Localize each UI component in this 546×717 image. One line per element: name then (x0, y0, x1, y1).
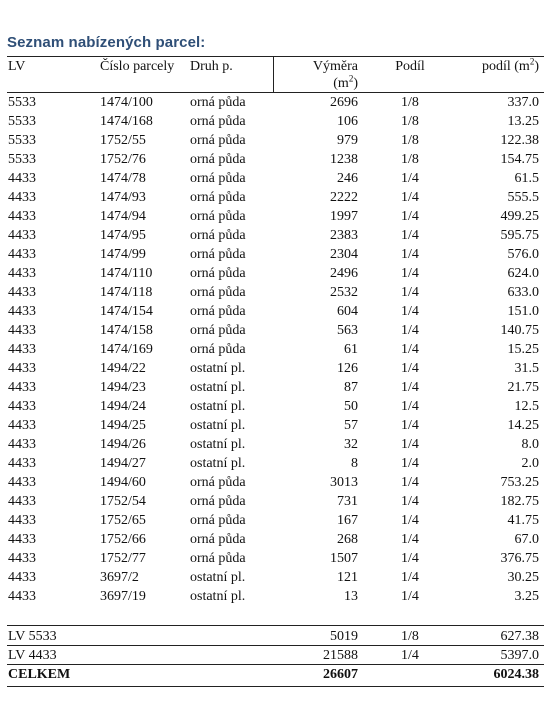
cell-druh: orná půda (190, 323, 246, 338)
cell-cislo: 1752/66 (100, 532, 146, 547)
cell-cislo: 3697/19 (100, 589, 146, 604)
cell-cislo: 1752/65 (100, 513, 146, 528)
summary-podil: 1/4 (401, 648, 419, 663)
table-row (0, 416, 546, 435)
cell-lv: 4433 (8, 494, 36, 509)
summary-row-celkem (0, 665, 546, 684)
table-row (0, 150, 546, 169)
table-row (0, 283, 546, 302)
cell-druh: ostatní pl. (190, 399, 246, 414)
cell-vymera: 8 (351, 456, 358, 471)
cell-cislo: 1494/27 (100, 456, 146, 471)
cell-podil: 1/4 (401, 342, 419, 357)
cell-druh: ostatní pl. (190, 380, 246, 395)
header-lv: LV (8, 59, 26, 74)
cell-podil: 1/4 (401, 437, 419, 452)
table-row (0, 359, 546, 378)
table-row (0, 587, 546, 606)
cell-podil: 1/4 (401, 323, 419, 338)
summary-podil: 1/8 (401, 629, 419, 644)
cell-podil-m2: 12.5 (514, 399, 539, 414)
table-row (0, 226, 546, 245)
cell-druh: orná půda (190, 266, 246, 281)
cell-druh: orná půda (190, 551, 246, 566)
cell-lv: 4433 (8, 209, 36, 224)
cell-podil: 1/8 (401, 95, 419, 110)
cell-cislo: 1752/77 (100, 551, 146, 566)
cell-podil-m2: 41.75 (507, 513, 539, 528)
cell-podil: 1/8 (401, 152, 419, 167)
cell-druh: orná půda (190, 95, 246, 110)
cell-lv: 4433 (8, 361, 36, 376)
cell-druh: orná půda (190, 133, 246, 148)
cell-podil-m2: 15.25 (507, 342, 539, 357)
cell-vymera: 731 (337, 494, 358, 509)
cell-vymera: 121 (337, 570, 358, 585)
cell-podil: 1/4 (401, 551, 419, 566)
cell-vymera: 32 (344, 437, 358, 452)
cell-podil: 1/4 (401, 532, 419, 547)
cell-druh: orná půda (190, 342, 246, 357)
cell-podil-m2: 31.5 (514, 361, 539, 376)
cell-lv: 4433 (8, 437, 36, 452)
cell-cislo: 1474/100 (100, 95, 153, 110)
cell-lv: 4433 (8, 266, 36, 281)
cell-podil-m2: 8.0 (521, 437, 539, 452)
cell-podil: 1/4 (401, 266, 419, 281)
summary-label: LV 5533 (8, 629, 57, 644)
cell-podil: 1/4 (401, 361, 419, 376)
cell-cislo: 1752/55 (100, 133, 146, 148)
total-label: CELKEM (8, 667, 71, 682)
table-row (0, 454, 546, 473)
cell-cislo: 1474/169 (100, 342, 153, 357)
header-vymera-unit: $(m^2)$ (333, 73, 358, 91)
summary-vymera: 5019 (330, 629, 358, 644)
cell-druh: ostatní pl. (190, 570, 246, 585)
cell-vymera: 604 (337, 304, 358, 319)
table-row (0, 93, 546, 112)
header-podil: Podíl (395, 59, 425, 74)
cell-podil: 1/4 (401, 570, 419, 585)
cell-cislo: 1474/168 (100, 114, 153, 129)
cell-podil: 1/4 (401, 494, 419, 509)
cell-druh: orná půda (190, 171, 246, 186)
cell-cislo: 1494/22 (100, 361, 146, 376)
table-row (0, 511, 546, 530)
cell-vymera: 3013 (330, 475, 358, 490)
page-title: Seznam nabízených parcel: (7, 34, 206, 51)
table-row (0, 207, 546, 226)
cell-druh: ostatní pl. (190, 361, 246, 376)
cell-podil-m2: 14.25 (507, 418, 539, 433)
cell-cislo: 1474/158 (100, 323, 153, 338)
cell-lv: 4433 (8, 418, 36, 433)
cell-cislo: 1494/23 (100, 380, 146, 395)
cell-podil-m2: 3.25 (514, 589, 539, 604)
header-druh: Druh p. (190, 59, 233, 74)
cell-vymera: 57 (344, 418, 358, 433)
cell-lv: 4433 (8, 570, 36, 585)
cell-cislo: 3697/2 (100, 570, 139, 585)
cell-podil: 1/4 (401, 456, 419, 471)
cell-lv: 4433 (8, 475, 36, 490)
table-row (0, 549, 546, 568)
cell-podil-m2: 753.25 (500, 475, 539, 490)
cell-lv: 4433 (8, 589, 36, 604)
cell-podil-m2: 555.5 (507, 190, 539, 205)
cell-podil-m2: 151.0 (507, 304, 539, 319)
cell-lv: 4433 (8, 399, 36, 414)
table-row (0, 302, 546, 321)
table-header-unit (0, 74, 546, 93)
summary-podil-m2: 627.38 (500, 629, 539, 644)
cell-vymera: 1507 (330, 551, 358, 566)
cell-podil: 1/4 (401, 285, 419, 300)
cell-vymera: 1997 (330, 209, 358, 224)
summary-row-lv4433 (0, 646, 546, 665)
cell-druh: orná půda (190, 513, 246, 528)
cell-lv: 5533 (8, 152, 36, 167)
cell-druh: orná půda (190, 304, 246, 319)
cell-cislo: 1474/78 (100, 171, 146, 186)
cell-lv: 4433 (8, 513, 36, 528)
table-row (0, 264, 546, 283)
cell-podil: 1/8 (401, 133, 419, 148)
table-row (0, 530, 546, 549)
table-row (0, 492, 546, 511)
total-podil-m2: 6024.38 (493, 667, 539, 682)
cell-vymera: 106 (337, 114, 358, 129)
cell-vymera: 50 (344, 399, 358, 414)
total-vymera: 26607 (323, 667, 358, 682)
cell-lv: 5533 (8, 133, 36, 148)
table-row (0, 169, 546, 188)
cell-druh: orná půda (190, 228, 246, 243)
cell-podil-m2: 576.0 (507, 247, 539, 262)
cell-podil: 1/4 (401, 209, 419, 224)
cell-cislo: 1474/99 (100, 247, 146, 262)
table-row (0, 473, 546, 492)
cell-podil-m2: 182.75 (500, 494, 539, 509)
cell-cislo: 1474/93 (100, 190, 146, 205)
cell-podil-m2: 595.75 (500, 228, 539, 243)
cell-druh: orná půda (190, 114, 246, 129)
table-row (0, 378, 546, 397)
cell-vymera: 2696 (330, 95, 358, 110)
cell-podil-m2: 13.25 (507, 114, 539, 129)
table-row (0, 568, 546, 587)
cell-podil-m2: 2.0 (521, 456, 539, 471)
cell-druh: ostatní pl. (190, 418, 246, 433)
cell-podil: 1/4 (401, 513, 419, 528)
cell-vymera: 2532 (330, 285, 358, 300)
cell-podil-m2: 122.38 (500, 133, 539, 148)
cell-druh: orná půda (190, 209, 246, 224)
cell-vymera: 167 (337, 513, 358, 528)
cell-lv: 4433 (8, 285, 36, 300)
cell-druh: orná půda (190, 190, 246, 205)
cell-lv: 4433 (8, 247, 36, 262)
cell-lv: 4433 (8, 532, 36, 547)
cell-vymera: 126 (337, 361, 358, 376)
cell-cislo: 1494/25 (100, 418, 146, 433)
cell-vymera: 2496 (330, 266, 358, 281)
cell-podil-m2: 140.75 (500, 323, 539, 338)
cell-druh: orná půda (190, 152, 246, 167)
cell-druh: orná půda (190, 285, 246, 300)
cell-lv: 4433 (8, 228, 36, 243)
header-cislo: Číslo parcely (100, 59, 175, 74)
cell-podil: 1/4 (401, 380, 419, 395)
cell-podil-m2: 376.75 (500, 551, 539, 566)
cell-podil-m2: 624.0 (507, 266, 539, 281)
cell-cislo: 1494/60 (100, 475, 146, 490)
cell-cislo: 1752/54 (100, 494, 146, 509)
cell-vymera: 2383 (330, 228, 358, 243)
cell-druh: ostatní pl. (190, 437, 246, 452)
cell-lv: 4433 (8, 323, 36, 338)
cell-podil-m2: 154.75 (500, 152, 539, 167)
cell-vymera: 2304 (330, 247, 358, 262)
cell-vymera: 87 (344, 380, 358, 395)
table-row (0, 435, 546, 454)
cell-podil: 1/4 (401, 399, 419, 414)
cell-podil-m2: 633.0 (507, 285, 539, 300)
cell-cislo: 1752/76 (100, 152, 146, 167)
cell-lv: 4433 (8, 551, 36, 566)
cell-podil: 1/4 (401, 171, 419, 186)
cell-podil-m2: 67.0 (514, 532, 539, 547)
cell-vymera: 563 (337, 323, 358, 338)
cell-podil: 1/4 (401, 247, 419, 262)
cell-vymera: 61 (344, 342, 358, 357)
cell-druh: orná půda (190, 247, 246, 262)
cell-podil: 1/4 (401, 304, 419, 319)
cell-druh: orná půda (190, 475, 246, 490)
cell-podil: 1/8 (401, 114, 419, 129)
table-row (0, 131, 546, 150)
cell-lv: 4433 (8, 171, 36, 186)
cell-podil: 1/4 (401, 228, 419, 243)
cell-cislo: 1494/24 (100, 399, 146, 414)
cell-druh: ostatní pl. (190, 456, 246, 471)
cell-lv: 4433 (8, 456, 36, 471)
cell-vymera: 2222 (330, 190, 358, 205)
cell-vymera: 268 (337, 532, 358, 547)
cell-druh: orná půda (190, 494, 246, 509)
cell-vymera: 246 (337, 171, 358, 186)
cell-lv: 4433 (8, 342, 36, 357)
cell-vymera: 13 (344, 589, 358, 604)
cell-podil: 1/4 (401, 475, 419, 490)
cell-vymera: 979 (337, 133, 358, 148)
cell-cislo: 1474/110 (100, 266, 153, 281)
cell-lv: 4433 (8, 190, 36, 205)
summary-label: LV 4433 (8, 648, 57, 663)
cell-podil-m2: 337.0 (507, 95, 539, 110)
cell-druh: ostatní pl. (190, 589, 246, 604)
summary-podil-m2: 5397.0 (500, 648, 539, 663)
cell-lv: 4433 (8, 380, 36, 395)
cell-cislo: 1494/26 (100, 437, 146, 452)
cell-podil: 1/4 (401, 418, 419, 433)
summary-top-rule (7, 625, 544, 626)
cell-cislo: 1474/94 (100, 209, 146, 224)
cell-lv: 5533 (8, 114, 36, 129)
table-row (0, 340, 546, 359)
cell-podil: 1/4 (401, 589, 419, 604)
cell-podil-m2: 499.25 (500, 209, 539, 224)
cell-cislo: 1474/118 (100, 285, 153, 300)
header-vymera: Výměra (312, 59, 358, 74)
header-podil-m2: podíl $(m^2)$ (481, 56, 539, 74)
table-row (0, 112, 546, 131)
cell-cislo: 1474/95 (100, 228, 146, 243)
cell-cislo: 1474/154 (100, 304, 153, 319)
table-row (0, 245, 546, 264)
summary-vymera: 21588 (323, 648, 358, 663)
cell-lv: 4433 (8, 304, 36, 319)
cell-podil-m2: 61.5 (514, 171, 539, 186)
cell-druh: orná půda (190, 532, 246, 547)
cell-podil-m2: 30.25 (507, 570, 539, 585)
table-row (0, 397, 546, 416)
cell-vymera: 1238 (330, 152, 358, 167)
cell-podil: 1/4 (401, 190, 419, 205)
total-bottom-rule (7, 686, 544, 687)
table-row (0, 188, 546, 207)
table-row (0, 321, 546, 340)
cell-lv: 5533 (8, 95, 36, 110)
cell-podil-m2: 21.75 (507, 380, 539, 395)
summary-row-lv5533 (0, 627, 546, 646)
